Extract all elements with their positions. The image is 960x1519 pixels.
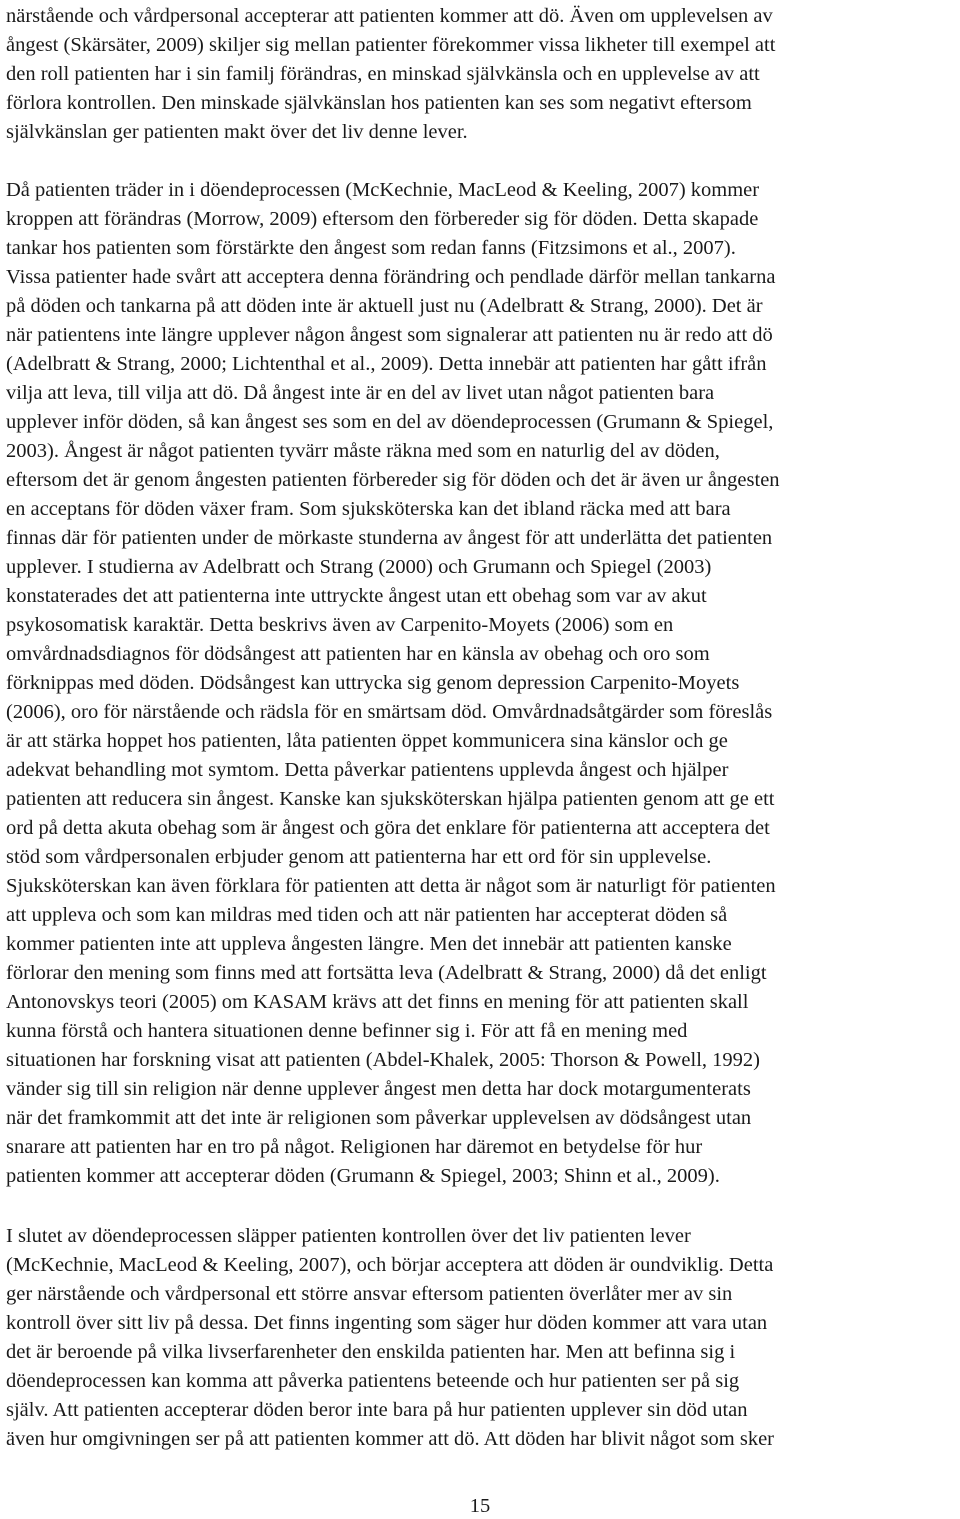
paragraph-2-line-22: patienten att reducera sin ångest. Kanske kan sjuksköterskan hjälpa patienten genom att ge ett	[6, 788, 775, 810]
paragraph-2-line-30: kunna förstå och hantera situationen denne befinner sig i. För att få en mening med	[6, 1020, 688, 1042]
paragraph-2-line-26: att uppleva och som kan mildras med tiden och att när patienten har accepterat döden så	[6, 904, 728, 926]
paragraph-2-line-3: tankar hos patienten som förstärkte den ångest som redan fanns (Fitzsimons et al., 2007).	[6, 237, 736, 259]
paragraph-2-line-18: förknippas med döden. Dödsångest kan uttrycka sig genom depression Carpenito-Moyets	[6, 672, 740, 694]
paragraph-3-line-5: det är beroende på vilka livserfarenheter den enskilda patienten har. Men att befinna sig i	[6, 1341, 736, 1363]
paragraph-2-line-5: på döden och tankarna på att döden inte är aktuell just nu (Adelbratt & Strang, 2000). Det är	[6, 295, 763, 317]
paragraph-1-line-1: närstående och vårdpersonal accepterar att patienten kommer att dö. Även om upplevelsen av	[6, 5, 773, 27]
paragraph-1-line-2: ångest (Skärsäter, 2009) skiljer sig mellan patienter förekommer vissa likheter till exempel att	[6, 34, 776, 56]
paragraph-2-line-34: snarare att patienten har en tro på något. Religionen har däremot en betydelse för hur	[6, 1136, 703, 1158]
paragraph-2-line-7: (Adelbratt & Strang, 2000; Lichtenthal et al., 2009). Detta innebär att patienten har gått ifrån	[6, 353, 767, 375]
paragraph-2-line-17: omvårdnadsdiagnos för dödsångest att patienten har en känsla av obehag och oro som	[6, 643, 710, 665]
paragraph-2-line-24: stöd som vårdpersonalen erbjuder genom att patienterna har ett ord för sin upplevelse.	[6, 846, 712, 868]
paragraph-2-line-32: vänder sig till sin religion när denne upplever ångest men detta har dock motargumenterats	[6, 1078, 751, 1100]
paragraph-2-line-28: förlorar den mening som finns med att fortsätta leva (Adelbratt & Strang, 2000) då det enligt	[6, 962, 767, 984]
paragraph-3-line-7: själv. Att patienten accepterar döden beror inte bara på hur patienten upplever sin död utan	[6, 1399, 748, 1421]
paragraph-1-line-4: förlora kontrollen. Den minskade självkänslan hos patienten kan ses som negativt eftersom	[6, 92, 752, 114]
paragraph-3-line-2: (McKechnie, MacLeod & Keeling, 2007), och börjar acceptera att döden är oundviklig. Detta	[6, 1254, 774, 1276]
paragraph-2-line-20: är att stärka hoppet hos patienten, låta patienten öppet kommunicera sina känslor och ge	[6, 730, 728, 752]
paragraph-2-line-1: Då patienten träder in i döendeprocessen (McKechnie, MacLeod & Keeling, 2007) kommer	[6, 179, 760, 201]
paragraph-3-line-6: döendeprocessen kan komma att påverka patientens beteende och hur patienten ser på sig	[6, 1370, 740, 1392]
paragraph-3-line-8: även hur omgivningen ser på att patienten kommer att dö. Att döden har blivit något som sker	[6, 1428, 775, 1450]
paragraph-2-line-35: patienten kommer att accepterar döden (Grumann & Spiegel, 2003; Shinn et al., 2009).	[6, 1165, 720, 1187]
page-number: 15	[469, 1495, 491, 1517]
paragraph-2-line-10: 2003). Ångest är något patienten tyvärr måste räkna med som en naturlig del av döden,	[6, 440, 720, 462]
paragraph-2-line-16: psykosomatisk karaktär. Detta beskrivs även av Carpenito-Moyets (2006) som en	[6, 614, 674, 636]
paragraph-2-line-8: vilja att leva, till vilja att dö. Då ångest inte är en del av livet utan något patienten bara	[6, 382, 715, 404]
paragraph-2-line-12: en acceptans för döden växer fram. Som sjuksköterska kan det ibland räcka med att bara	[6, 498, 731, 520]
paragraph-2-line-2: kroppen att förändras (Morrow, 2009) eftersom den förbereder sig för döden. Detta skapade	[6, 208, 759, 230]
paragraph-2-line-6: när patientens inte längre upplever någon ångest som signalerar att patienten nu är redo att dö	[6, 324, 773, 346]
paragraph-2-line-23: ord på detta akuta obehag som är ångest och göra det enklare för patienterna att acceptera det	[6, 817, 770, 839]
paragraph-2-line-9: upplever inför döden, så kan ångest ses som en del av döendeprocessen (Grumann & Spiegel,	[6, 411, 774, 433]
paragraph-2-line-4: Vissa patienter hade svårt att acceptera denna förändring och pendlade därför mellan tankarna	[6, 266, 776, 288]
paragraph-2-line-29: Antonovskys teori (2005) om KASAM krävs att det finns en mening för att patienten skall	[6, 991, 749, 1013]
paragraph-2-line-13: finnas där för patienten under de mörkaste stunderna av ångest för att underlätta det patienten	[6, 527, 773, 549]
paragraph-1-line-5: självkänslan ger patienten makt över det liv denne lever.	[6, 121, 468, 143]
paragraph-2-line-27: kommer patienten inte att uppleva ångesten längre. Men det innebär att patienten kanske	[6, 933, 732, 955]
paragraph-1-line-3: den roll patienten har i sin familj förändras, en minskad självkänsla och en upplevelse av att	[6, 63, 760, 85]
paragraph-2-line-11: eftersom det är genom ångesten patienten förbereder sig för döden och det är även ur ångesten	[6, 469, 780, 491]
paragraph-3-line-3: ger närstående och vårdpersonal ett större ansvar eftersom patienten överlåter mer av sin	[6, 1283, 733, 1305]
paragraph-2-line-33: när det framkommit att det inte är religionen som påverkar upplevelsen av dödsångest utan	[6, 1107, 752, 1129]
paragraph-2-line-21: adekvat behandling mot symtom. Detta påverkar patientens upplevda ångest och hjälper	[6, 759, 729, 781]
paragraph-2-line-14: upplever. I studierna av Adelbratt och Strang (2000) och Grumann och Spiegel (2003)	[6, 556, 712, 578]
paragraph-2-line-25: Sjuksköterskan kan även förklara för patienten att detta är något som är naturligt för patienten	[6, 875, 776, 897]
paragraph-2-line-19: (2006), oro för närstående och rädsla för en smärtsam död. Omvårdnadsåtgärder som föreslås	[6, 701, 773, 723]
paragraph-3-line-4: kontroll över sitt liv på dessa. Det finns ingenting som säger hur döden kommer att vara utan	[6, 1312, 768, 1334]
paragraph-3-line-1: I slutet av döendeprocessen släpper patienten kontrollen över det liv patienten lever	[6, 1225, 691, 1247]
paragraph-2-line-15: konstaterades det att patienterna inte uttryckte ångest utan ett obehag som var av akut	[6, 585, 707, 607]
paragraph-2-line-31: situationen har forskning visat att patienten (Abdel-Khalek, 2005: Thorson & Powell, 1992)	[6, 1049, 760, 1071]
